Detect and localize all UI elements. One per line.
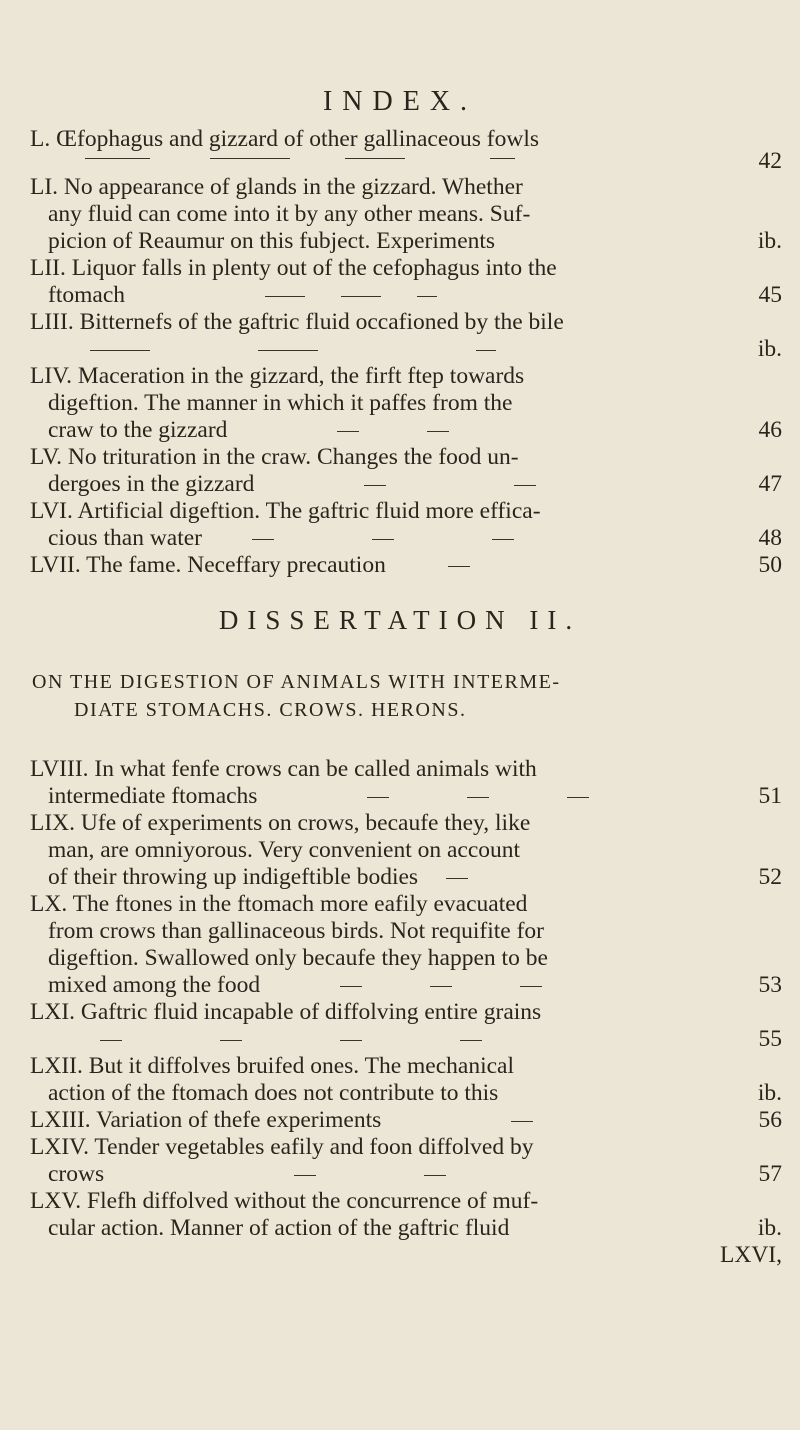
index-entry-lxii — [30, 1053, 782, 1107]
catchword-row — [30, 1242, 782, 1269]
entry-text: LII. Liquor falls in plenty out of the cefophagus into the — [30, 255, 557, 281]
entry-text: craw to the gizzard 46 — [48, 417, 782, 443]
entry-text: LIV. Maceration in the gizzard, the firft ftep towards — [30, 363, 525, 389]
page-number: 52 — [758, 864, 782, 890]
index-entry-liv — [30, 363, 782, 444]
entry-text: cious than water 48 — [48, 525, 782, 551]
index-entry-lxi — [30, 999, 782, 1053]
page-number: ib. — [757, 336, 782, 362]
index-entry-lviii — [30, 756, 782, 810]
page-number: 53 — [758, 972, 782, 998]
entry-text: man, are omniyorous. Very convenient on account — [48, 837, 521, 863]
entry-dash-line — [30, 1026, 782, 1053]
entry-text: cular action. Manner of action of the gaftric fluid ib. — [48, 1215, 782, 1241]
page-number: 55 — [758, 1026, 782, 1052]
entry-text: picion of Reaumur on this fubject. Experiments ib. — [48, 228, 782, 254]
entry-text: LXII. But it diffolves bruifed ones. The mechanical — [30, 1053, 515, 1079]
entry-text: LIII. Bitternefs of the gaftric fluid occafioned by the bile — [30, 309, 564, 335]
entry-text: LXIV. Tender vegetables eafily and foon diffolved by — [30, 1134, 534, 1160]
entry-text: ftomach 45 — [48, 282, 782, 308]
page-number: 48 — [758, 525, 782, 551]
entry-text: from crows than gallinaceous birds. Not requifite for — [48, 918, 544, 944]
index-entry-lvi — [30, 498, 782, 552]
index-entry-lvii — [30, 552, 782, 579]
section-subtitle-line: DIATE STOMACHS. CROWS. HERONS. — [74, 699, 467, 721]
page-number: ib. — [757, 228, 782, 254]
entry-text: LXIII. Variation of thefe experiments 56 — [30, 1107, 782, 1133]
entry-text: digeftion. The manner in which it paffes from the — [48, 390, 513, 416]
page-number: 51 — [758, 783, 782, 809]
entry-text: LX. The ftones in the ftomach more eafily evacuated — [30, 891, 528, 917]
page-number: ib. — [757, 1215, 782, 1241]
entry-text: LVII. The fame. Neceffary precaution 50 — [30, 552, 782, 578]
page-number: 46 — [758, 417, 782, 443]
index-entry-li — [30, 174, 782, 255]
page-number: 56 — [758, 1107, 782, 1133]
section-subtitle-line: ON THE DIGESTION OF ANIMALS WITH INTERME- — [32, 671, 561, 693]
entry-text: action of the ftomach does not contribute to this ib. — [48, 1080, 782, 1106]
entry-dash-line — [30, 336, 782, 363]
entry-text: mixed among the food 53 — [48, 972, 782, 998]
index-entry-lxv — [30, 1188, 782, 1242]
entry-text: L. Œfophagus and gizzard of other gallinaceous fowls — [30, 126, 540, 152]
index-entry-lii — [30, 255, 782, 309]
entry-text: of their throwing up indigeftible bodies 52 — [48, 864, 782, 890]
entry-text: LVIII. In what fenfe crows can be called animals with — [30, 756, 537, 782]
entry-text: crows 57 — [48, 1161, 782, 1187]
page-number: ib. — [757, 1080, 782, 1106]
page-number: 42 — [758, 148, 782, 174]
entry-text: LVI. Artificial digeftion. The gaftric fluid more effica- — [30, 498, 541, 524]
page-number: 45 — [758, 282, 782, 308]
page-number: 57 — [758, 1161, 782, 1187]
catchword: LXVI, — [720, 1242, 782, 1268]
index-entry-lxiv — [30, 1134, 782, 1188]
index-entry-lx — [30, 891, 782, 999]
entry-text: LV. No trituration in the craw. Changes the food un- — [30, 444, 519, 470]
page-header: INDEX. — [322, 86, 478, 117]
section-subtitle — [32, 668, 780, 724]
section-title: DISSERTATION II. — [218, 605, 582, 635]
index-entry-lxiii — [30, 1107, 782, 1134]
index-entry-liii — [30, 309, 782, 363]
entry-text: LXI. Gaftric fluid incapable of diffolving entire grains — [30, 999, 542, 1025]
entry-text: dergoes in the gizzard 47 — [48, 471, 782, 497]
entry-l-page — [30, 148, 782, 175]
page-number: 47 — [758, 471, 782, 497]
entry-text: LIX. Ufe of experiments on crows, becaufe they, like — [30, 810, 531, 836]
entry-text: any fluid can come into it by any other means. Suf- — [48, 201, 531, 227]
entry-text: LXV. Flefh diffolved without the concurrence of muf- — [30, 1188, 539, 1214]
index-entry-lix — [30, 810, 782, 891]
index-entry-lv — [30, 444, 782, 498]
entry-text: digeftion. Swallowed only becaufe they happen to be — [48, 945, 548, 971]
entry-text: LI. No appearance of glands in the gizzard. Whether — [30, 174, 523, 200]
page-number: 50 — [758, 552, 782, 578]
entry-text: intermediate ftomachs 51 — [48, 783, 782, 809]
